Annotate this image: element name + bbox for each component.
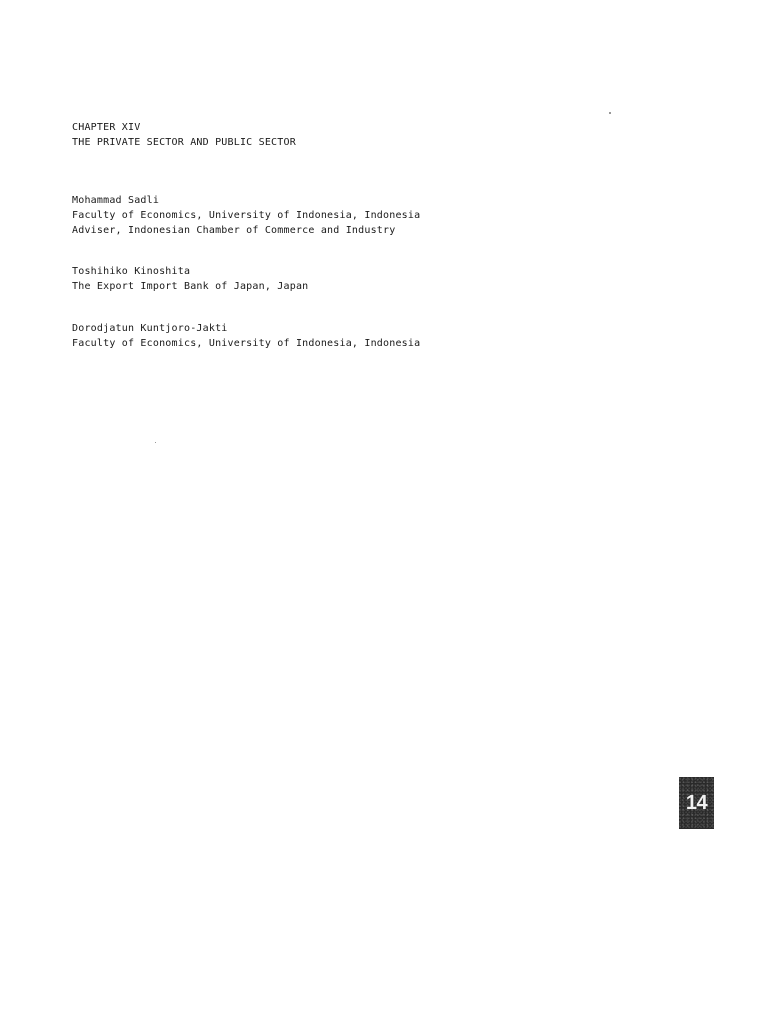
chapter-tab-number: 14	[685, 791, 708, 814]
chapter-heading	[72, 120, 296, 150]
author-name: Dorodjatun Kuntjoro-Jakti	[72, 323, 228, 334]
chapter-number: CHAPTER XIV	[72, 122, 141, 133]
author-affiliation: Faculty of Economics, University of Indonesia, Indonesia	[72, 338, 421, 349]
scan-speck	[155, 442, 156, 443]
scan-speck	[609, 112, 611, 114]
chapter-tab	[679, 777, 714, 829]
author-name: Toshihiko Kinoshita	[72, 266, 191, 277]
author-affiliation: Adviser, Indonesian Chamber of Commerce and Industry	[72, 225, 396, 236]
author-block	[72, 264, 308, 294]
author-name: Mohammad Sadli	[72, 195, 160, 206]
author-block	[72, 193, 420, 238]
chapter-title: THE PRIVATE SECTOR AND PUBLIC SECTOR	[72, 137, 296, 148]
author-affiliation: The Export Import Bank of Japan, Japan	[72, 281, 309, 292]
author-block	[72, 321, 420, 351]
author-affiliation: Faculty of Economics, University of Indonesia, Indonesia	[72, 210, 421, 221]
